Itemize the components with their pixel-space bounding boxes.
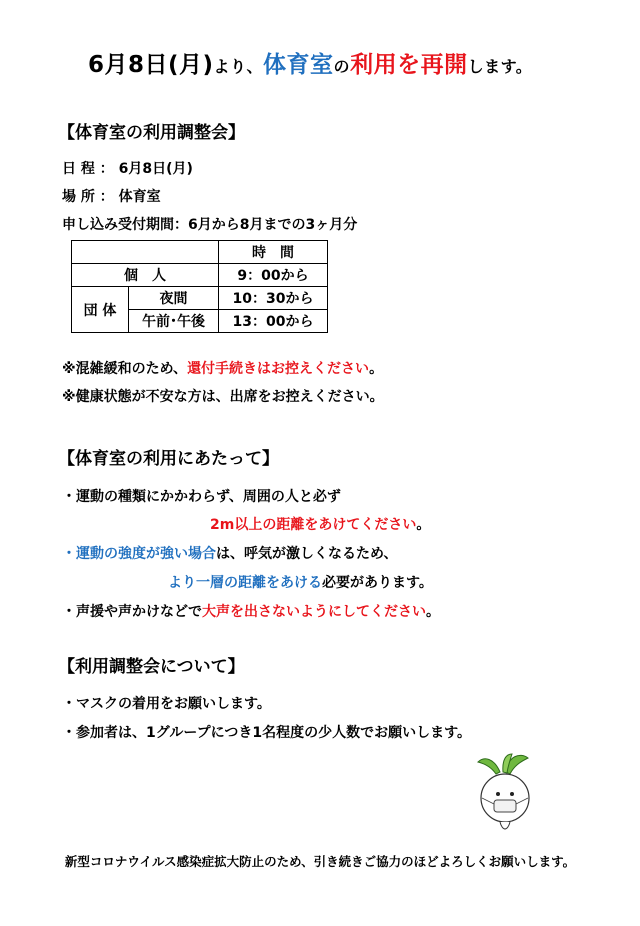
title-no: の	[333, 57, 351, 76]
usage-item-1: ・運動の種類にかかわらず、周囲の人と必ず	[62, 489, 341, 505]
meeting-item-1: ・マスクの着用をお願いします。	[62, 696, 271, 712]
title-yori: より、	[213, 57, 264, 76]
place-line	[62, 186, 161, 206]
schedule-label: 日 程 ：	[62, 161, 119, 177]
more-distance-blue-text: より一層の距離をあける	[168, 575, 322, 591]
note-refund-prefix: ※混雑緩和のため、	[62, 361, 188, 377]
table-cell-individual: 個 人	[72, 264, 219, 287]
table-row	[72, 264, 328, 287]
cheer-red-text: 大声を出さないようにしてください	[202, 604, 426, 620]
distance-red-text: 2m以上の距離をあけてください	[210, 517, 417, 533]
footer-message: 新型コロナウイルス感染症拡大防止のため、引き続きご協力のほどよろしくお願いします。	[64, 854, 576, 869]
cheer-prefix: ・声援や声かけなどで	[62, 604, 202, 620]
section2-heading: 【体育室の利用にあたって】	[58, 449, 279, 469]
place-label: 場 所 ：	[62, 189, 119, 205]
table-cell-night: 夜間	[129, 287, 219, 310]
note-refund-suffix: 。	[369, 361, 384, 377]
section3-heading: 【利用調整会について】	[58, 657, 245, 677]
intensity-rest: は、呼気が激しくなるため、	[216, 546, 398, 562]
note-health: ※健康状態が不安な方は、出席をお控えください。	[62, 389, 384, 405]
distance-end: 。	[416, 517, 431, 533]
table-cell-empty	[72, 241, 219, 264]
note-refund	[62, 358, 383, 378]
table-row	[72, 241, 328, 264]
turnip-mascot-icon	[470, 752, 540, 830]
note-refund-red: 還付手続きはお控えください	[187, 361, 370, 377]
schedule-value: 6月8日(月)	[118, 161, 193, 177]
title-shimasu: します。	[467, 57, 533, 76]
usage-item-1-distance	[210, 514, 430, 534]
table-cell-individual-time: 9：00から	[219, 264, 328, 287]
cheer-end: 。	[426, 604, 440, 620]
table-cell-day-time: 13：00から	[219, 310, 328, 333]
schedule-table	[71, 240, 328, 333]
page-title	[88, 46, 532, 79]
title-gym: 体育室	[263, 52, 334, 78]
table-row	[72, 287, 328, 310]
section1-heading: 【体育室の利用調整会】	[58, 123, 245, 143]
usage-item-2	[62, 543, 397, 563]
table-cell-night-time: 10：30から	[219, 287, 328, 310]
application-period: 申し込み受付期間：6月から8月までの3ヶ月分	[62, 217, 358, 233]
place-value: 体育室	[118, 189, 161, 205]
schedule-line	[62, 158, 193, 178]
title-date: 6月8日(月)	[88, 52, 214, 78]
table-cell-day: 午前･午後	[129, 310, 219, 333]
table-cell-group: 団 体	[72, 287, 129, 333]
more-distance-rest: 必要があります。	[322, 575, 433, 591]
usage-item-3	[62, 601, 440, 621]
usage-item-2-cont	[168, 572, 433, 592]
intensity-blue-text: ・運動の強度が強い場合	[62, 546, 216, 562]
table-header-time: 時 間	[219, 241, 328, 264]
title-reopen: 利用を再開	[350, 52, 468, 78]
meeting-item-2: ・参加者は、1グループにつき1名程度の少人数でお願いします。	[62, 725, 471, 741]
